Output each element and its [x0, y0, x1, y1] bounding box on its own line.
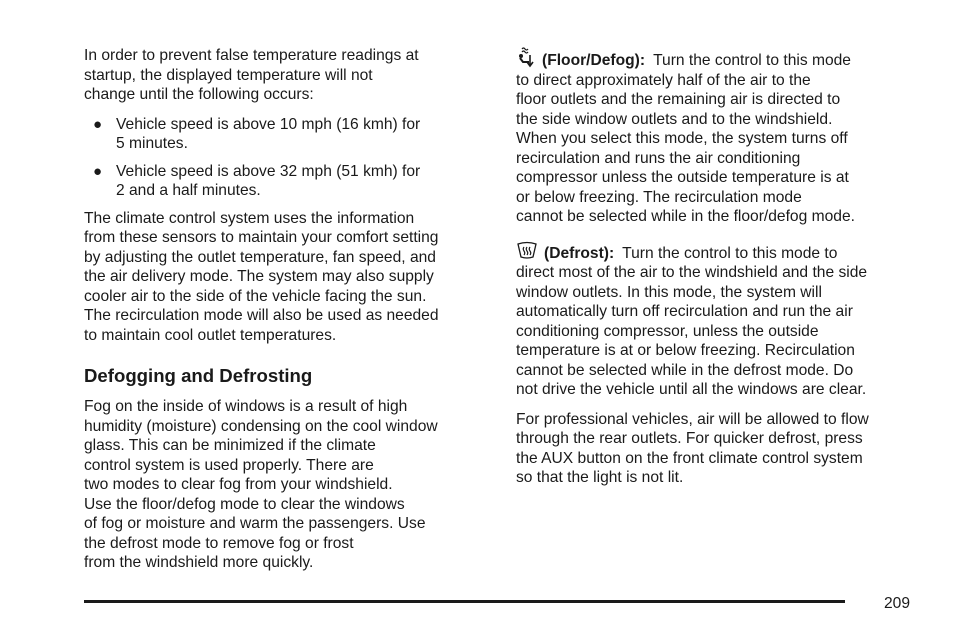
bullet-icon: ●	[93, 115, 103, 133]
floor-defog-paragraph	[516, 46, 916, 227]
bullet-icon: ●	[93, 162, 103, 180]
text-line: the defrost mode to remove fog or frost	[84, 534, 354, 552]
text-line: 2 and a half minutes.	[116, 182, 261, 199]
text-line: so that the light is not lit.	[516, 469, 684, 486]
text-line: Turn the control to this mode to	[622, 244, 838, 262]
section-heading: Defogging and Defrosting	[84, 365, 313, 386]
text-line: cannot be selected while in the defrost mode. Do	[516, 361, 854, 379]
text-line: direct most of the air to the windshield and the side	[516, 264, 868, 281]
text-line: Turn the control to this mode	[653, 52, 851, 69]
text-line: change until the following occurs:	[84, 86, 314, 103]
floor-defog-icon	[516, 46, 536, 68]
text-line: floor outlets and the remaining air is directed to	[516, 91, 841, 108]
page-number: 209	[884, 595, 911, 612]
floor-defog-label: (Floor/Defog):	[542, 52, 646, 69]
text-line: from the windshield more quickly.	[84, 554, 314, 571]
conditions-list	[84, 115, 489, 201]
text-line: Vehicle speed is above 10 mph (16 kmh) for	[116, 115, 421, 133]
text-line: temperature is at or below freezing. Recirculation	[516, 342, 855, 359]
right-column	[516, 46, 916, 498]
professional-paragraph	[516, 410, 916, 488]
text-line: the side window outlets and to the windshield.	[516, 110, 833, 128]
text-line: two modes to clear fog from your windshield.	[84, 476, 393, 493]
text-line: the air delivery mode. The system may also supply	[84, 268, 434, 285]
text-line: through the rear outlets. For quicker defrost, press	[516, 430, 863, 447]
defrost-label: (Defrost):	[544, 244, 615, 262]
list-item	[84, 115, 489, 154]
list-item	[84, 162, 489, 201]
text-line: control system is used properly. There are	[84, 456, 374, 474]
text-line: When you select this mode, the system turns off	[516, 130, 848, 147]
text-line: For professional vehicles, air will be allowed to flow	[516, 410, 869, 428]
text-line: In order to prevent false temperature readings at	[84, 47, 419, 64]
text-line: glass. This can be minimized if the climate	[84, 437, 376, 454]
text-line: Vehicle speed is above 32 mph (51 kmh) for	[116, 162, 421, 180]
footer-rule	[84, 600, 845, 603]
sensors-paragraph	[84, 209, 489, 346]
text-line: window outlets. In this mode, the system will	[516, 283, 822, 301]
defrost-icon	[516, 241, 538, 261]
text-line: conditioning compressor, unless the outside	[516, 322, 819, 340]
text-line: from these sensors to maintain your comfort setting	[84, 229, 439, 246]
text-line: Fog on the inside of windows is a result of high	[84, 398, 408, 415]
text-line: The recirculation mode will also be used as needed	[84, 307, 439, 324]
text-line: 5 minutes.	[116, 135, 188, 152]
text-line: to direct approximately half of the air to the	[516, 71, 811, 89]
text-line: by adjusting the outlet temperature, fan speed, and	[84, 248, 436, 266]
text-line: humidity (moisture) condensing on the cool window	[84, 417, 438, 435]
left-column	[84, 46, 489, 583]
fog-paragraph	[84, 397, 489, 573]
text-line: not drive the vehicle until all the windows are clear.	[516, 381, 867, 398]
text-line: to maintain cool outlet temperatures.	[84, 326, 337, 344]
text-line: automatically turn off recirculation and run the air	[516, 303, 853, 320]
text-line: compressor unless the outside temperature is at	[516, 169, 849, 186]
text-line: the AUX button on the front climate control system	[516, 449, 863, 467]
text-line	[516, 241, 916, 264]
text-line: or below freezing. The recirculation mode	[516, 188, 802, 206]
text-line: startup, the displayed temperature will not	[84, 66, 373, 84]
intro-paragraph	[84, 46, 489, 105]
text-line: cannot be selected while in the floor/defog mode.	[516, 208, 855, 225]
text-line	[516, 46, 916, 71]
text-line: recirculation and runs the air conditioning	[516, 149, 801, 167]
defrost-paragraph	[516, 241, 916, 400]
text-line: Use the floor/defog mode to clear the windows	[84, 495, 405, 513]
text-line: of fog or moisture and warm the passengers. Use	[84, 515, 426, 532]
text-line: The climate control system uses the information	[84, 209, 415, 227]
text-line: cooler air to the side of the vehicle facing the sun.	[84, 287, 427, 305]
